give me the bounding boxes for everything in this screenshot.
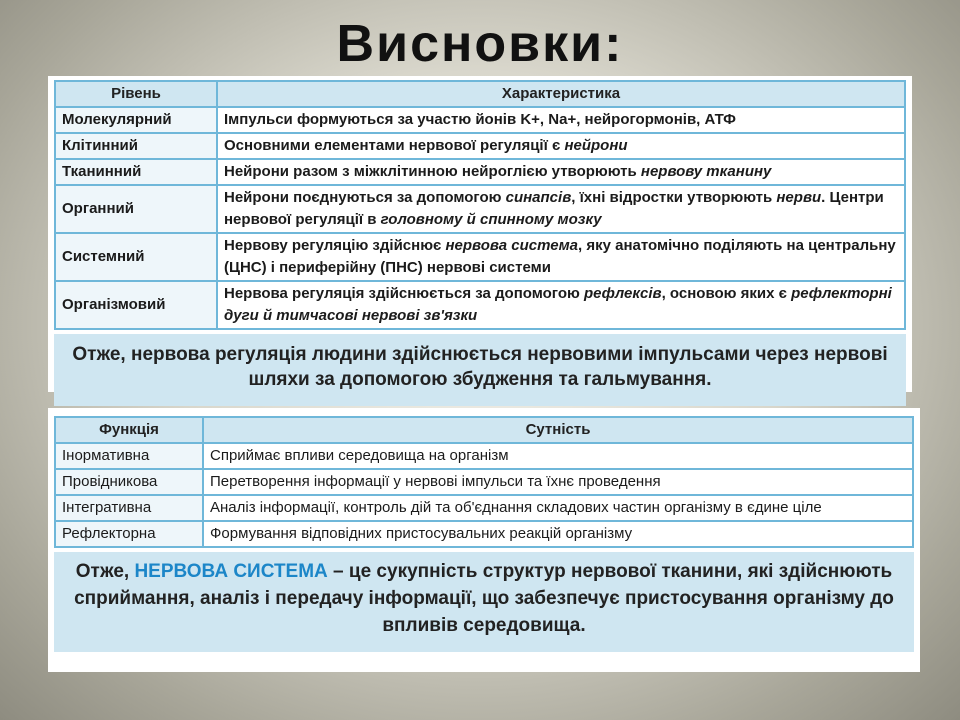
header-essence: Сутність — [203, 417, 913, 443]
level-cell: Системний — [55, 233, 217, 281]
level-cell: Тканинний — [55, 159, 217, 185]
emphasized-term: рефлекторні дуги й тимчасові нервові зв'язки — [224, 285, 892, 324]
function-cell: Провідникова — [55, 469, 203, 495]
functions-table — [54, 416, 914, 548]
emphasized-term: нервову тканину — [640, 163, 772, 180]
emphasized-term: рефлексів — [583, 285, 662, 302]
text-fragment: Основними елементами нервової регуляції є — [224, 137, 565, 154]
characteristic-cell — [217, 107, 905, 133]
slide-title: Висновки: — [336, 15, 624, 73]
table-row — [55, 107, 905, 133]
levels-table — [54, 80, 906, 330]
table-row — [55, 133, 905, 159]
text-fragment: Нейрони поєднуються за допомогою — [224, 189, 506, 206]
text-fragment: Нейрони разом з міжклітинною нейроглією утворюють — [224, 163, 641, 180]
characteristic-cell — [217, 233, 905, 281]
essence-cell: Перетворення інформації у нервові імпульси та їхнє проведення — [203, 469, 913, 495]
emphasized-term: синапсів — [505, 189, 572, 206]
functions-panel — [48, 408, 920, 672]
functions-table-header — [55, 417, 913, 443]
essence-cell: Формування відповідних пристосувальних реакцій організму — [203, 521, 913, 547]
conclusion-rest: – це сукупність структур нервової тканини, які здійснюють сприймання, аналіз і передачу інформації, що забезпечує пристосування організму до впливів середовища. — [74, 561, 894, 636]
emphasized-term: нейрони — [564, 137, 628, 154]
text-fragment: Імпульси формуються за участю йонів K+, Na+, нейрогормонів, АТФ — [224, 111, 736, 128]
emphasized-term: нервова система — [445, 237, 579, 254]
conclusion-prefix: Отже, — [75, 561, 135, 582]
emphasized-term: головному й спинному мозку — [380, 211, 602, 228]
text-fragment: Нервова регуляція здійснюється за допомогою — [224, 285, 584, 302]
table-row — [55, 233, 905, 281]
header-level: Рівень — [55, 81, 217, 107]
level-cell: Організмовий — [55, 281, 217, 329]
text-fragment: Нервову регуляцію здійснює — [224, 237, 446, 254]
nervous-system-conclusion — [54, 552, 914, 652]
characteristic-cell — [217, 159, 905, 185]
characteristic-cell — [217, 133, 905, 159]
level-cell: Клітинний — [55, 133, 217, 159]
text-fragment: , їхні відростки утворюють — [571, 189, 777, 206]
essence-cell: Сприймає впливи середовища на організм — [203, 443, 913, 469]
table-row — [55, 281, 905, 329]
levels-conclusion: Отже, нервова регуляція людини здійснюється нервовими імпульсами через нервові шляхи за допомогою збудження та гальмування. — [54, 334, 906, 406]
function-cell: Інтегративна — [55, 495, 203, 521]
emphasized-term: нерви — [776, 189, 822, 206]
table-row — [55, 159, 905, 185]
characteristic-cell — [217, 281, 905, 329]
levels-table-header — [55, 81, 905, 107]
level-cell: Органний — [55, 185, 217, 233]
essence-cell: Аналіз інформації, контроль дій та об'єднання складових частин організму в єдине ціле — [203, 495, 913, 521]
characteristic-cell — [217, 185, 905, 233]
header-characteristic: Характеристика — [217, 81, 905, 107]
table-row — [55, 495, 913, 521]
table-row — [55, 521, 913, 547]
table-row — [55, 469, 913, 495]
header-function: Функція — [55, 417, 203, 443]
text-fragment: , основою яких є — [661, 285, 792, 302]
conclusion-term: НЕРВОВА СИСТЕМА — [134, 561, 328, 582]
function-cell: Інормативна — [55, 443, 203, 469]
table-row — [55, 443, 913, 469]
text-fragment: . Центри нервової регуляції в — [224, 189, 884, 228]
table-row — [55, 185, 905, 233]
function-cell: Рефлекторна — [55, 521, 203, 547]
level-cell: Молекулярний — [55, 107, 217, 133]
text-fragment: , яку анатомічно поділяють на центральну (ЦНС) і периферійну (ПНС) нервові системи — [224, 237, 896, 276]
levels-panel — [48, 76, 912, 392]
